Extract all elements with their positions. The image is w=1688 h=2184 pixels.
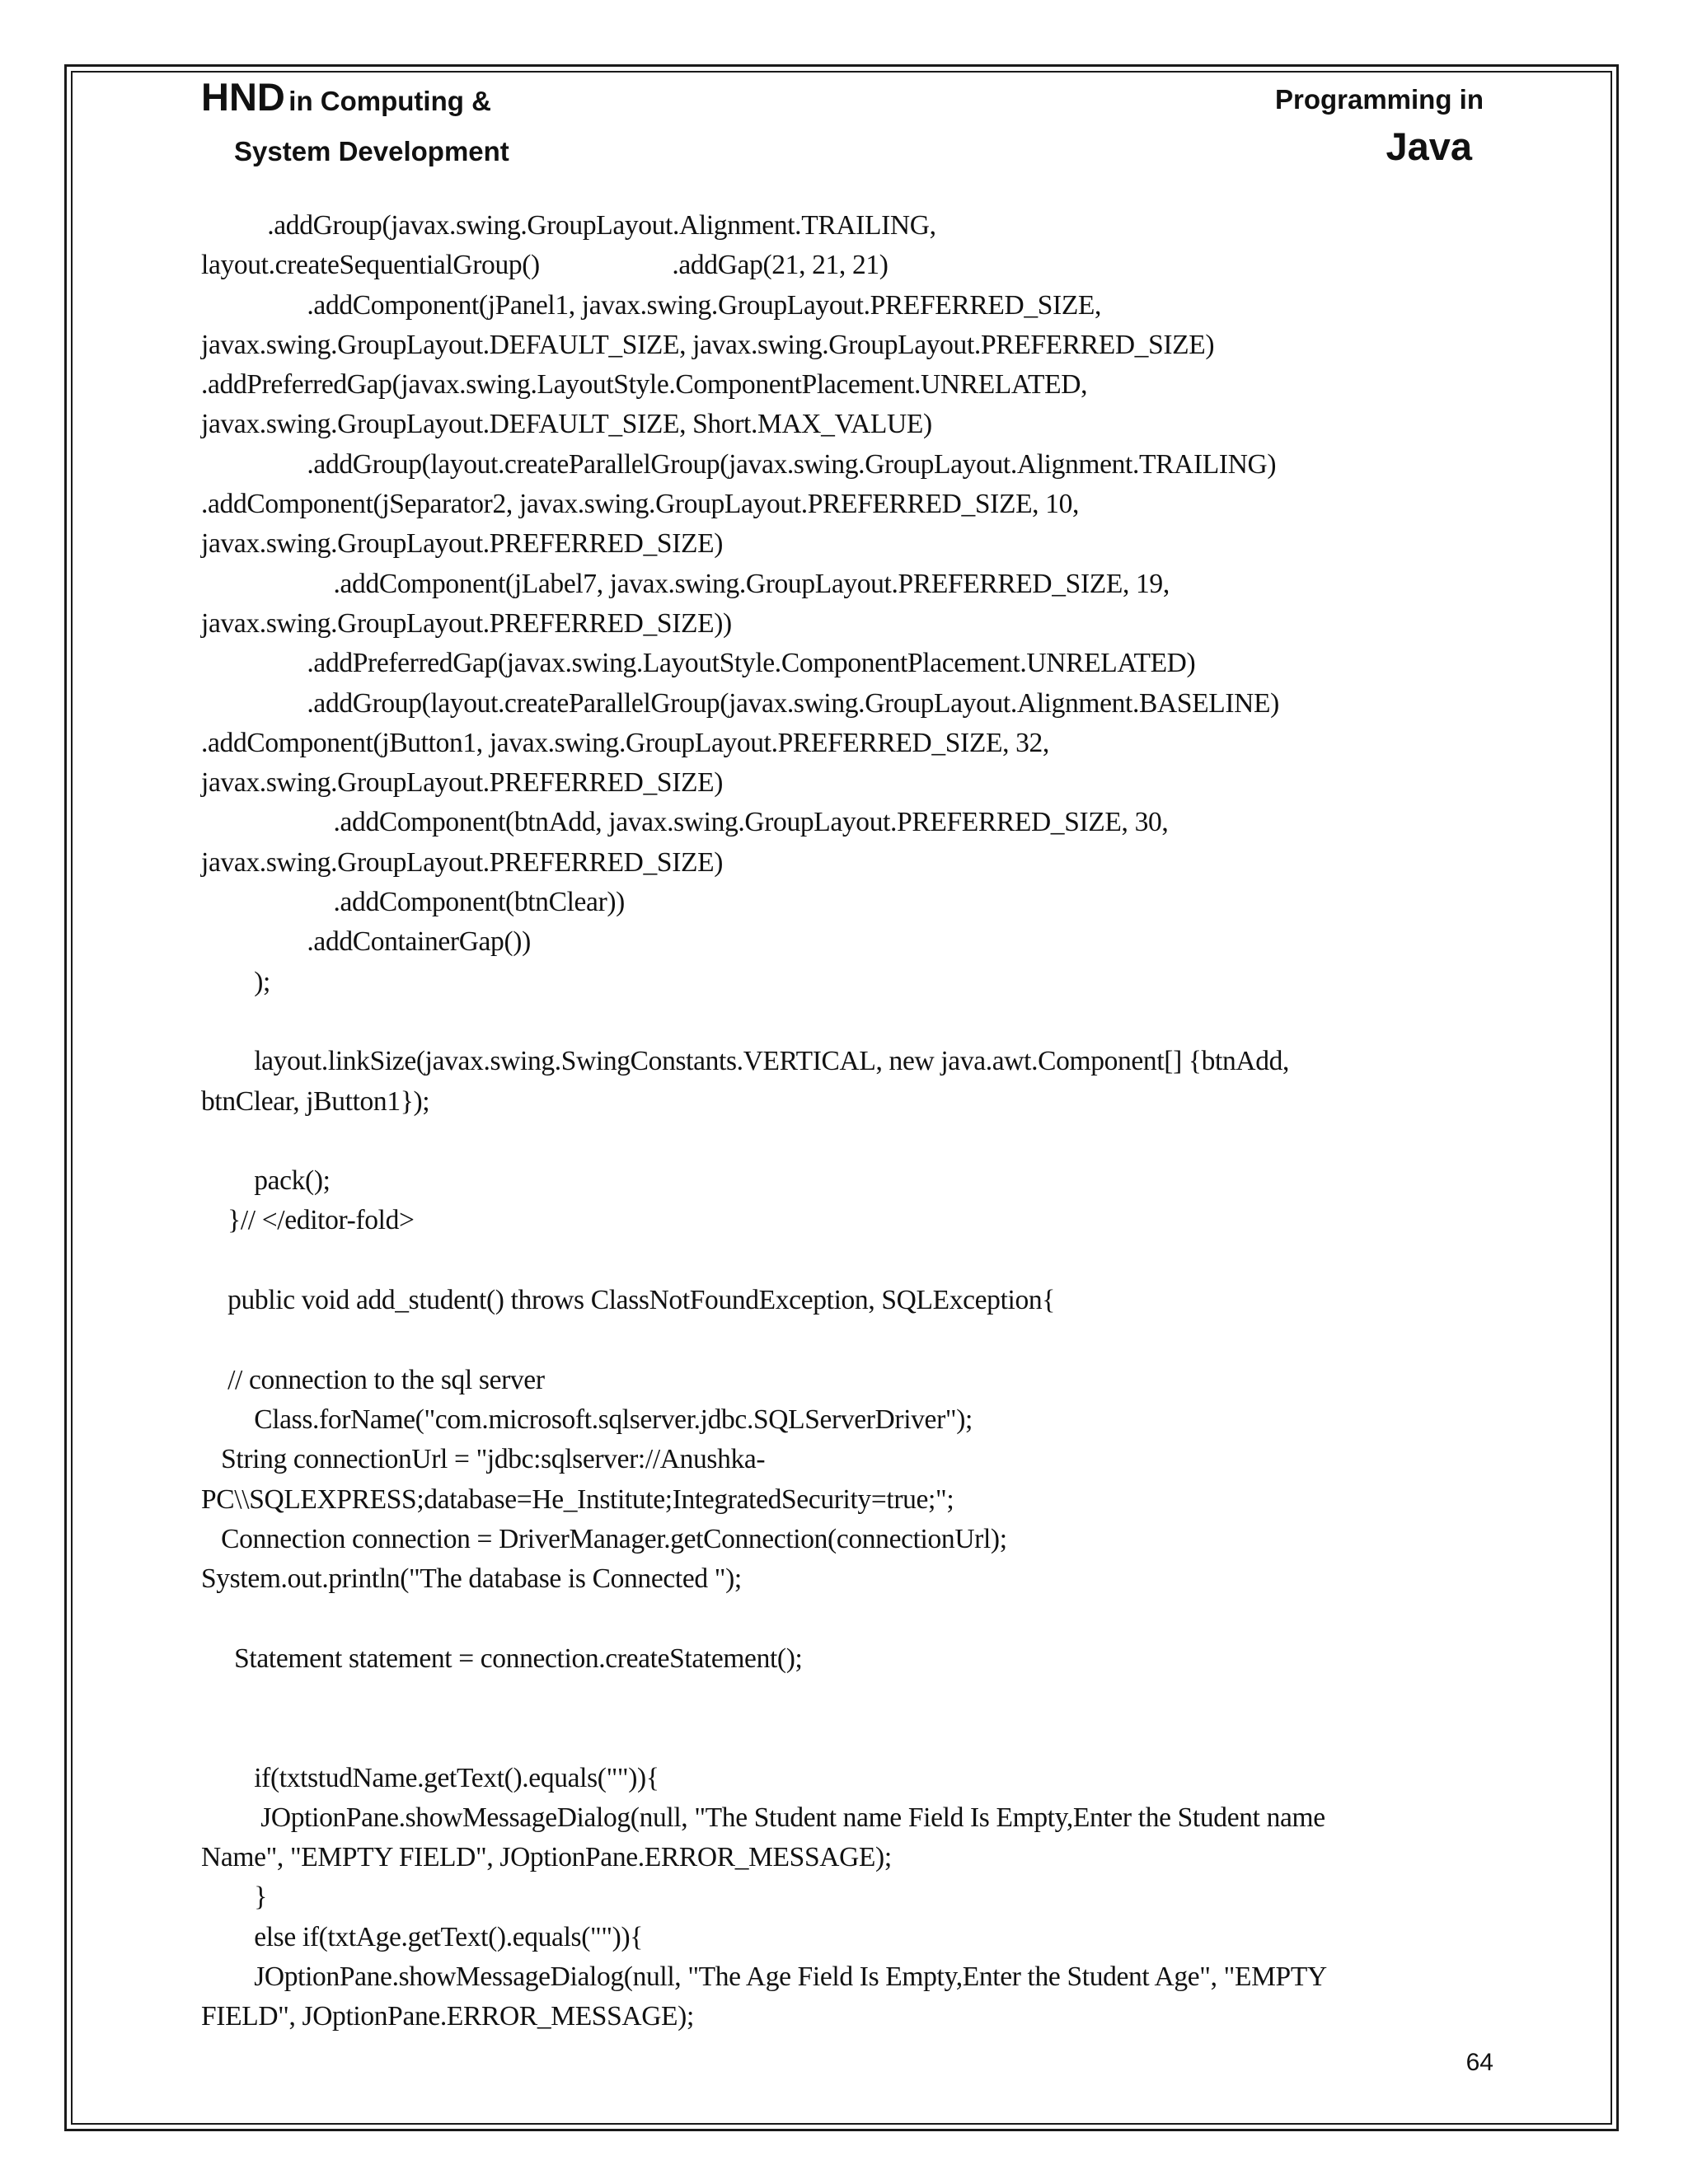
code-line: javax.swing.GroupLayout.PREFERRED_SIZE) <box>201 767 724 799</box>
code-line: btnClear, jButton1}); <box>201 1085 430 1117</box>
code-line: JOptionPane.showMessageDialog(null, "The Age Field Is Empty,Enter the Student Age", "EMPTY <box>201 1961 1327 1993</box>
code-line <box>201 1320 1503 1360</box>
code-line: javax.swing.GroupLayout.PREFERRED_SIZE) <box>201 846 724 878</box>
code-line: javax.swing.GroupLayout.DEFAULT_SIZE, javax.swing.GroupLayout.PREFERRED_SIZE) <box>201 329 1215 360</box>
code-line: .addPreferredGap(javax.swing.LayoutStyle.ComponentPlacement.UNRELATED, <box>201 369 1088 401</box>
code-line: layout.createSequentialGroup() .addGap(21, 21, 21) <box>201 250 889 281</box>
code-line: ); <box>201 966 270 997</box>
code-line <box>201 1002 1503 1042</box>
code-line: .addGroup(javax.swing.GroupLayout.Alignment.TRAILING, <box>201 210 936 241</box>
code-line: .addComponent(jSeparator2, javax.swing.GroupLayout.PREFERRED_SIZE, 10, <box>201 489 1080 520</box>
code-line: else if(txtAge.getText().equals("")){ <box>201 1921 644 1952</box>
code-line: if(txtstudName.getText().equals("")){ <box>201 1762 659 1793</box>
header-left-line1 <box>201 74 491 120</box>
code-line: javax.swing.GroupLayout.DEFAULT_SIZE, Short.MAX_VALUE) <box>201 409 932 440</box>
code-line <box>201 1679 1503 1718</box>
code-line: layout.linkSize(javax.swing.SwingConstants.VERTICAL, new java.awt.Component[] {btnAdd, <box>201 1046 1290 1077</box>
code-line: System.out.println("The database is Connected "); <box>201 1563 742 1595</box>
code-line <box>201 1718 1503 1758</box>
code-line: .addGroup(layout.createParallelGroup(javax.swing.GroupLayout.Alignment.TRAILING) <box>201 448 1277 480</box>
code-line: .addPreferredGap(javax.swing.LayoutStyle.ComponentPlacement.UNRELATED) <box>201 648 1196 679</box>
header-java: Java <box>1386 124 1472 168</box>
code-line: .addComponent(jButton1, javax.swing.GroupLayout.PREFERRED_SIZE, 32, <box>201 727 1049 758</box>
header-in-computing: in Computing & <box>288 86 491 116</box>
header-hnd: HND <box>201 75 285 119</box>
code-listing <box>201 206 1503 2037</box>
code-line: javax.swing.GroupLayout.PREFERRED_SIZE) <box>201 528 724 560</box>
code-line: String connectionUrl = "jdbc:sqlserver://Anushka- <box>201 1444 766 1475</box>
code-line: .addContainerGap()) <box>201 926 531 958</box>
code-line: .addGroup(layout.createParallelGroup(javax.swing.GroupLayout.Alignment.BASELINE) <box>201 687 1279 719</box>
page-number: 64 <box>1465 2049 1493 2076</box>
code-line: .addComponent(jPanel1, javax.swing.GroupLayout.PREFERRED_SIZE, <box>201 289 1102 321</box>
code-line: Connection connection = DriverManager.getConnection(connectionUrl); <box>201 1523 1007 1554</box>
code-line: public void add_student() throws ClassNotFoundException, SQLException{ <box>201 1285 1056 1316</box>
code-line: PC\\SQLEXPRESS;database=He_Institute;IntegratedSecurity=true;"; <box>201 1483 954 1515</box>
code-line: Name", "EMPTY FIELD", JOptionPane.ERROR_MESSAGE); <box>201 1842 892 1873</box>
header-system-development: System Development <box>234 136 509 166</box>
header-programming-in: Programming in <box>1274 84 1484 115</box>
code-line: }// </editor-fold> <box>201 1205 415 1236</box>
code-line: JOptionPane.showMessageDialog(null, "The Student name Field Is Empty,Enter the Student name <box>201 1802 1325 1833</box>
code-line: FIELD", JOptionPane.ERROR_MESSAGE); <box>201 2001 694 2032</box>
code-line: javax.swing.GroupLayout.PREFERRED_SIZE)) <box>201 607 732 639</box>
code-line: .addComponent(btnClear)) <box>201 887 625 918</box>
code-line <box>201 1241 1503 1281</box>
code-line: } <box>201 1882 267 1913</box>
code-line <box>201 1122 1503 1161</box>
code-line: Class.forName("com.microsoft.sqlserver.jdbc.SQLServerDriver"); <box>201 1404 973 1435</box>
code-line: pack(); <box>201 1165 331 1197</box>
code-line: .addComponent(jLabel7, javax.swing.GroupLayout.PREFERRED_SIZE, 19, <box>201 568 1170 599</box>
code-line: // connection to the sql server <box>201 1364 545 1395</box>
code-line: .addComponent(btnAdd, javax.swing.GroupLayout.PREFERRED_SIZE, 30, <box>201 807 1169 838</box>
code-line: Statement statement = connection.createStatement(); <box>201 1643 803 1674</box>
code-line <box>201 1599 1503 1638</box>
